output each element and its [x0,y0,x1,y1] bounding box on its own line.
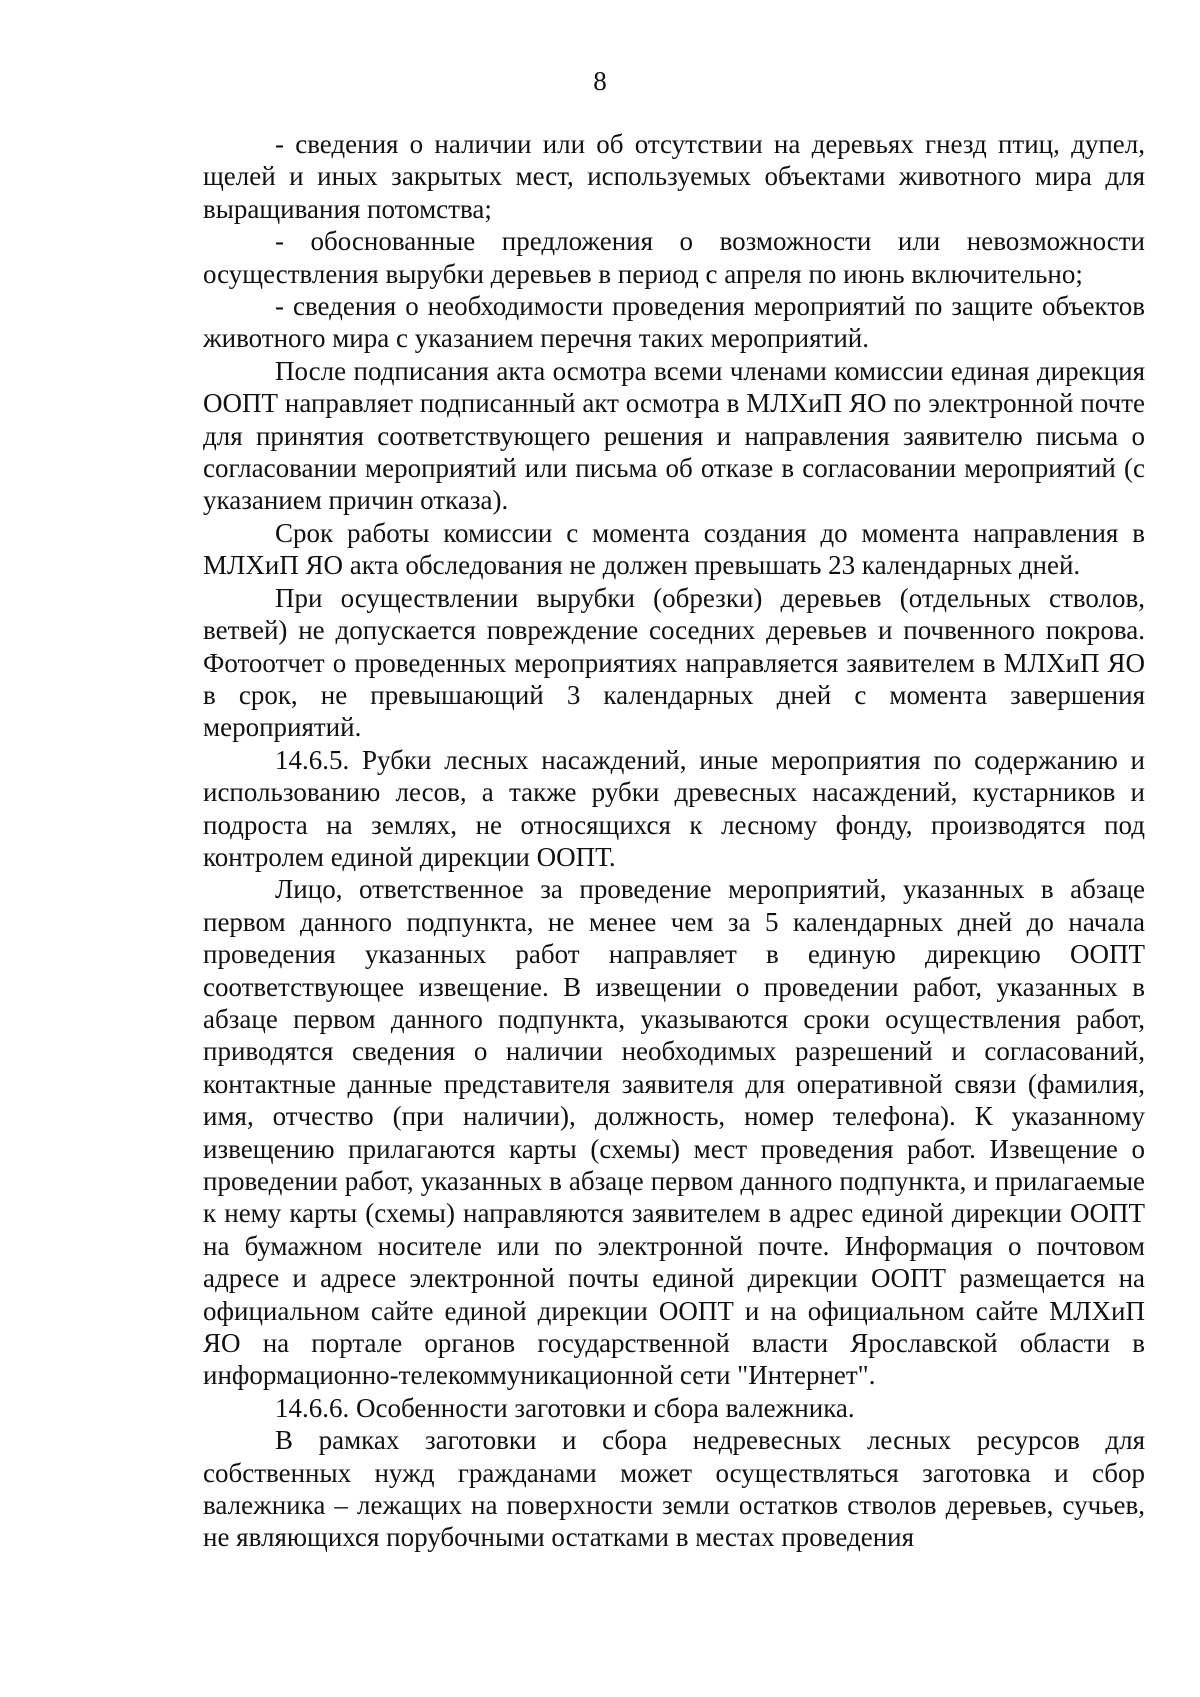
page-number: 8 [593,66,607,96]
paragraph-commission-term: Срок работы комиссии с момента создания до момента направления в МЛХиП ЯО акта обследования не должен превышать 23 календарных дней. [203,517,1145,581]
paragraph-work-notice: Лицо, ответственное за проведение мероприятий, указанных в абзаце первом данного подпункта, не менее чем за 5 календарных дней до начала проведения указанных работ направляет в единую дирекцию ООПТ соответствующее извещение. В извещении о проведении работ, указанных в абзаце первом данного подпункта, указываются сроки осуществления работ, приводятся сведения о наличии необходимых разрешений и согласований, контактные данные представителя заявителя для оперативной связи (фамилия, имя, отчество (при наличии), должность, номер телефона). К указанному извещению прилагаются карты (схемы) мест проведения работ. Извещение о проведении работ, указанных в абзаце первом данного подпункта, и прилагаемые к нему карты (схемы) направляются заявителем в адрес единой дирекции ООПТ на бумажном носителе или по электронной почте. Информация о почтовом адресе и адресе электронной почты единой дирекции ООПТ размещается на официальном сайте единой дирекции ООПТ и на официальном сайте МЛХиП ЯО на портале органов государственной власти Ярославской области в информационно-телекоммуникационной сети "Интернет". [203,874,1145,1391]
paragraph-deadwood-collection: В рамках заготовки и сбора недревесных лесных ресурсов для собственных нужд гражданами может осуществляться заготовка и сбор валежника – лежащих на поверхности земли остатков стволов деревьев, сучьев, не являющихся порубочными остатками в местах проведения [203,1425,1145,1553]
document-body [203,128,1145,1554]
paragraph-inspection-act: После подписания акта осмотра всеми членами комиссии единая дирекция ООПТ направляет подписанный акт осмотра в МЛХиП ЯО по электронной почте для принятия соответствующего решения и направления заявителю письма о согласовании мероприятий или письма об отказе в согласовании мероприятий (с указанием причин отказа). [203,355,1145,516]
paragraph-bird-nests: - сведения о наличии или об отсутствии на деревьях гнезд птиц, дупел, щелей и иных закрытых мест, используемых объектами животного мира для выращивания потомства; [203,129,1145,224]
section-heading-14-6-6: 14.6.6. Особенности заготовки и сбора валежника. [275,1392,855,1423]
paragraph-protection-measures: - сведения о необходимости проведения мероприятий по защите объектов животного мира с указанием перечня таких мероприятий. [203,291,1145,354]
paragraph-felling-proposals: - обоснованные предложения о возможности или невозможности осуществления вырубки деревьев в период с апреля по июнь включительно; [203,226,1145,289]
paragraph-felling-damage: При осуществлении вырубки (обрезки) деревьев (отдельных стволов, ветвей) не допускается повреждение соседних деревьев и почвенного покрова. Фотоотчет о проведенных мероприятиях направляется заявителем в МЛХиП ЯО в срок, не превышающий 3 календарных дней с момента завершения мероприятий. [203,582,1145,743]
paragraph-section-14-6-5: 14.6.5. Рубки лесных насаждений, иные мероприятия по содержанию и использованию лесов, а также рубки древесных насаждений, кустарников и подроста на землях, не относящихся к лесному фонду, производятся под контролем единой дирекции ООПТ. [203,744,1145,872]
